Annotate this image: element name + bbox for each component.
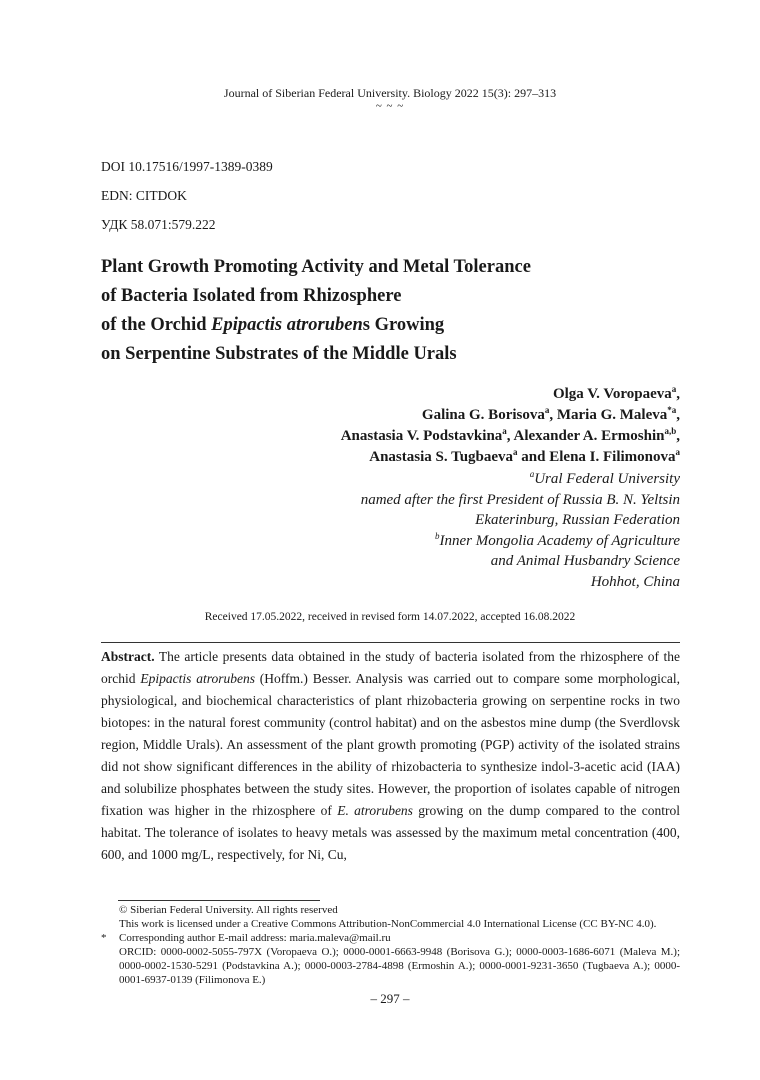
author-line-2: Galina G. Borisova$^a$, Maria G. Maleva$^{*a}$, — [421, 405, 680, 423]
edn-line: EDN: CITDOK — [101, 188, 187, 203]
copyright-note: © Siberian Federal University. All rights reserved — [119, 904, 338, 916]
footnotes — [101, 903, 680, 987]
corresponding-note: * Corresponding author E-mail address: maria.maleva@mail.ru — [101, 932, 391, 944]
author-line-3: Anastasia V. Podstavkina$^a$, Alexander A. Ermoshin$^{a,b}$, — [340, 426, 680, 444]
received-dates: Received 17.05.2022, received in revised form 14.07.2022, accepted 16.08.2022 — [204, 611, 576, 623]
header-ornament: ~ ~ ~ — [375, 100, 405, 112]
footnote-star: * — [101, 932, 107, 944]
affil-b-line-3: Hohhot, China — [590, 573, 680, 590]
affiliations — [361, 469, 680, 592]
orcid-note: ORCID: 0000-0002-5055-797X (Voropaeva O.); 0000-0001-6663-9948 (Borisova G.); 0000-0003-1686-6071 (Maleva M.); 0000-0002-1530-5291 (Podstavkina A.); 0000-0003-2784-4898 (Ermoshin A.); 0000-0001-9231-3650 (Tugbaeva A.); 0000-0001-6937-0139 (Filimonova E.) — [119, 946, 680, 986]
author-name: Olga V. Voropaeva — [552, 386, 672, 402]
author-name: Anastasia S. Tugbaeva — [369, 449, 514, 465]
title-line-4: on Serpentine Substrates of the Middle Urals — [101, 344, 457, 364]
author-name: Maria G. Maleva — [556, 407, 668, 423]
author-affil-mark: *a — [667, 405, 677, 415]
abstract-text-1: The article presents data obtained in the study of bacteria isolated from the rhizosphere of the orchid — [101, 649, 680, 686]
author-affil-mark: a — [544, 405, 550, 415]
affil-b-line-1: $^b$Inner Mongolia Academy of Agriculture — [434, 530, 680, 549]
footnote-divider — [118, 900, 320, 901]
affil-a-mark: a — [529, 469, 535, 479]
abstract-species-2: E. atrorubens — [337, 803, 413, 818]
title-line-3 — [101, 311, 661, 340]
title-line-3-pre: of the Orchid — [101, 315, 212, 335]
author-affil-mark: a — [675, 447, 680, 457]
author-list — [341, 384, 680, 468]
author-affil-mark: a — [513, 447, 518, 457]
journal-header: Journal of Siberian Federal University. Biology 2022 15(3): 297–313 — [223, 86, 557, 100]
affil-b-line-2: and Animal Husbandry Science — [490, 553, 680, 569]
author-name: Anastasia V. Podstavkina — [340, 428, 503, 444]
article-title — [101, 253, 661, 369]
abstract-label: Abstract. — [101, 649, 155, 664]
abstract-text-3: growing on the dump compared to the control habitat. The tolerance of isolates to heavy metals was assessed by the maximum metal concentration (400, 600, and 1000 mg/L, respectively, for Ni, Cu, — [101, 803, 680, 862]
abstract-text-2: (Hoffm.) Besser. Analysis was carried out to compare some morphological, physiological, and biochemical characteristics of plant rhizobacteria growing on serpentine rocks in two biotopes: in the natural forest community (control habitat) and on the asbestos mine dump (the Sverdlovsk region, Middle Urals). An assessment of the plant growth promoting (PGP) activity of the isolated strains did not show significant differences in the ability of rhizobacteria to synthesize indol-3-acetic acid (IAA) and solubilize phosphates between the study sites. However, the proportion of isolates capable of nitrogen fixation was higher in the rhizosphere of — [101, 671, 680, 818]
abstract-divider — [101, 642, 680, 643]
author-affil-mark: a,b — [664, 426, 677, 436]
affil-a-line-1: $^a$Ural Federal University — [529, 469, 680, 487]
author-line-4: Anastasia S. Tugbaeva$^a$ and Elena I. Filimonova$^a$ — [369, 447, 680, 465]
page-number: – 297 – — [370, 991, 410, 1006]
udk-line: УДК 58.071:579.222 — [101, 217, 216, 232]
license-note: This work is licensed under a Creative Commons Attribution-NonCommercial 4.0 International License (CC BY-NC 4.0). — [119, 918, 657, 930]
title-line-3-post: s Growing — [362, 315, 445, 335]
author-affil-mark: a — [671, 384, 677, 394]
title-line-2: of Bacteria Isolated from Rhizosphere — [101, 286, 402, 306]
affil-b-mark: b — [434, 530, 440, 541]
doi-line[interactable]: DOI 10.17516/1997-1389-0389 — [101, 159, 273, 174]
author-affil-mark: a — [502, 426, 507, 436]
affil-a-line-3: Ekaterinburg, Russian Federation — [475, 512, 680, 528]
author-name: Elena I. Filimonova — [549, 449, 676, 465]
author-name: Galina G. Borisova — [421, 407, 545, 423]
author-line-1: Olga V. Voropaeva$^a$, — [552, 384, 680, 402]
abstract — [101, 646, 680, 866]
title-line-1: Plant Growth Promoting Activity and Metal Tolerance — [101, 257, 531, 277]
abstract-species-1: Epipactis atrorubens — [140, 671, 255, 686]
affil-a-line-2: named after the first President of Russia B. N. Yeltsin — [360, 491, 680, 508]
author-name: Alexander A. Ermoshin — [513, 428, 665, 444]
title-species: Epipactis atroruben — [211, 315, 363, 335]
